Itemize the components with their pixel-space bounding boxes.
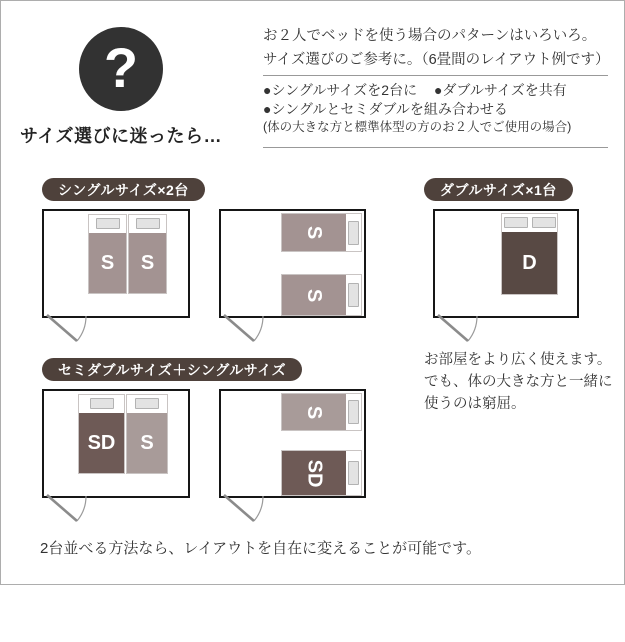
bottom-note: 2台並べる方法なら、レイアウトを自在に変えることが可能です。	[40, 540, 481, 557]
intro-text	[263, 25, 611, 72]
room-plan-one-double	[433, 209, 579, 318]
pattern-item-singles: ●シングルサイズを2台に	[263, 82, 418, 98]
question-circle-icon	[79, 27, 163, 111]
pillow-icon	[348, 400, 359, 424]
intro-line-2: サイズ選びのご参考に。（6畳間のレイアウト例です）	[263, 51, 610, 68]
bed-label-single: S	[140, 251, 155, 274]
room-plan-semidouble-single-horizontal	[219, 389, 366, 498]
pillow-icon	[90, 398, 114, 409]
pillow-icon	[135, 398, 159, 409]
pattern-item-double: ●ダブルサイズを共有	[433, 82, 567, 98]
divider-bottom	[263, 147, 608, 148]
pillow-icon	[136, 218, 160, 229]
bed-label-semi-double: SD	[87, 431, 116, 454]
bed-label-single: S	[303, 405, 326, 419]
single-bed	[128, 214, 167, 294]
door-swing-icon	[223, 495, 273, 527]
double-room-note-line-2: でも、体の大きな方と一緒に	[424, 374, 613, 390]
pillow-icon	[504, 217, 528, 228]
single-bed	[126, 394, 168, 474]
semi-double-bed	[281, 450, 362, 496]
door-swing-icon	[437, 315, 487, 347]
intro-line-1: お２人でベッドを使う場合のパターンはいろいろ。	[263, 28, 597, 44]
question-mark-icon: ?	[103, 36, 139, 99]
semi-double-bed	[78, 394, 125, 474]
door-swing-icon	[223, 315, 273, 347]
bed-label-single: S	[100, 251, 115, 274]
pillow-icon	[348, 283, 359, 307]
label-semidouble-plus-single: セミダブルサイズ＋シングルサイズ	[42, 358, 302, 381]
single-bed	[281, 274, 362, 316]
divider-top	[263, 75, 608, 76]
label-double-x1: ダブルサイズ×1台	[424, 178, 573, 201]
pillow-icon	[348, 221, 359, 245]
double-room-note-line-1: お部屋をより広く使えます。	[424, 352, 612, 368]
pattern-row-1	[263, 81, 611, 100]
bed-label-single: S	[303, 225, 326, 240]
pillow-icon	[96, 218, 120, 229]
room-plan-semidouble-single-vertical	[42, 389, 190, 498]
bed-label-double: D	[522, 251, 537, 274]
bed-label-single: S	[140, 431, 154, 454]
door-swing-icon	[46, 315, 96, 347]
room-plan-two-singles-vertical	[42, 209, 190, 318]
bed-label-semi-double: SD	[303, 459, 326, 487]
single-bed	[281, 213, 362, 252]
pillow-icon	[348, 461, 359, 485]
double-room-note-line-3: 使うのは窮屈。	[424, 396, 526, 412]
single-bed	[88, 214, 127, 294]
section-caption: サイズ選びに迷ったら…	[19, 126, 223, 146]
door-swing-icon	[46, 495, 96, 527]
pattern-item-combo: ●シングルとセミダブルを組み合わせる	[263, 100, 508, 117]
double-bed	[501, 213, 558, 295]
pillow-icon	[532, 217, 556, 228]
pattern-list	[263, 81, 611, 136]
single-bed	[281, 393, 362, 431]
label-single-x2: シングルサイズ×2台	[42, 178, 205, 201]
pattern-note: (体の大きな方と標準体型の方のお２人でご使用の場合)	[263, 120, 572, 134]
double-room-note	[424, 349, 622, 415]
room-plan-two-singles-horizontal	[219, 209, 366, 318]
bed-label-single: S	[303, 288, 326, 302]
